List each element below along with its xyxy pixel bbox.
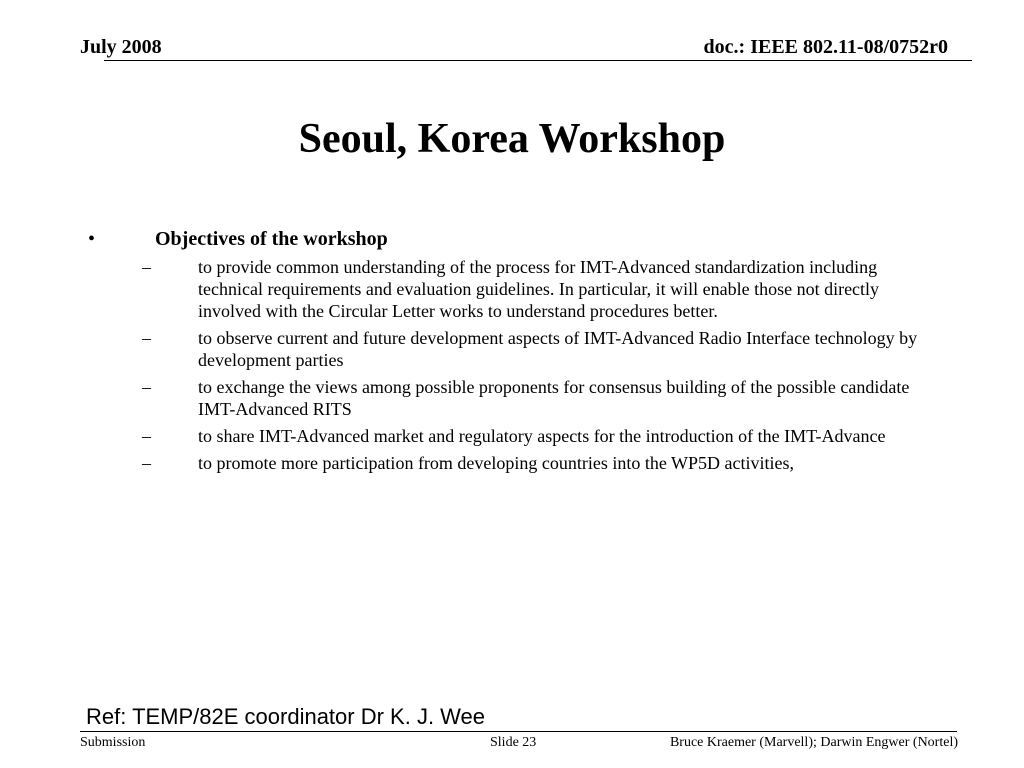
reference-note: Ref: TEMP/82E coordinator Dr K. J. Wee [86, 704, 486, 729]
footer-divider [80, 731, 957, 732]
slide-title: Seoul, Korea Workshop [298, 116, 726, 162]
dash-marker: – [142, 453, 151, 473]
objective-item [0, 376, 943, 420]
dash-marker: – [142, 257, 151, 277]
objective-item [0, 256, 943, 322]
objective-item [0, 425, 943, 447]
footer-submission: Submission [80, 735, 146, 750]
objective-text: to promote more participation from developing countries into the WP5D activities, [198, 453, 795, 473]
objective-text: to provide common understanding of the process for IMT-Advanced standardization including technical requirements and evaluation guidelines. In particular, it will enable those not directly involved with the Circular Letter works to understand procedures better. [198, 257, 880, 321]
dash-marker: – [142, 426, 151, 446]
bullet-marker: • [88, 228, 96, 250]
objectives-list [0, 256, 960, 479]
footer-slide-number: Slide 23 [490, 735, 537, 750]
objective-item [0, 327, 943, 371]
header-date: July 2008 [80, 36, 162, 58]
footer-authors: Bruce Kraemer (Marvell); Darwin Engwer (Nortel) [669, 735, 958, 750]
header-divider [104, 60, 972, 61]
objective-text: to share IMT-Advanced market and regulatory aspects for the introduction of the IMT-Advance [198, 426, 886, 446]
bullet-heading: Objectives of the workshop [155, 228, 388, 250]
objective-text: to exchange the views among possible proponents for consensus building of the possible candidate IMT-Advanced RITS [198, 377, 910, 419]
header-doc-id: doc.: IEEE 802.11-08/0752r0 [703, 36, 948, 58]
objective-item [0, 452, 943, 474]
dash-marker: – [142, 328, 151, 348]
dash-marker: – [142, 377, 151, 397]
objective-text: to observe current and future development aspects of IMT-Advanced Radio Interface technology by development parties [198, 328, 918, 370]
